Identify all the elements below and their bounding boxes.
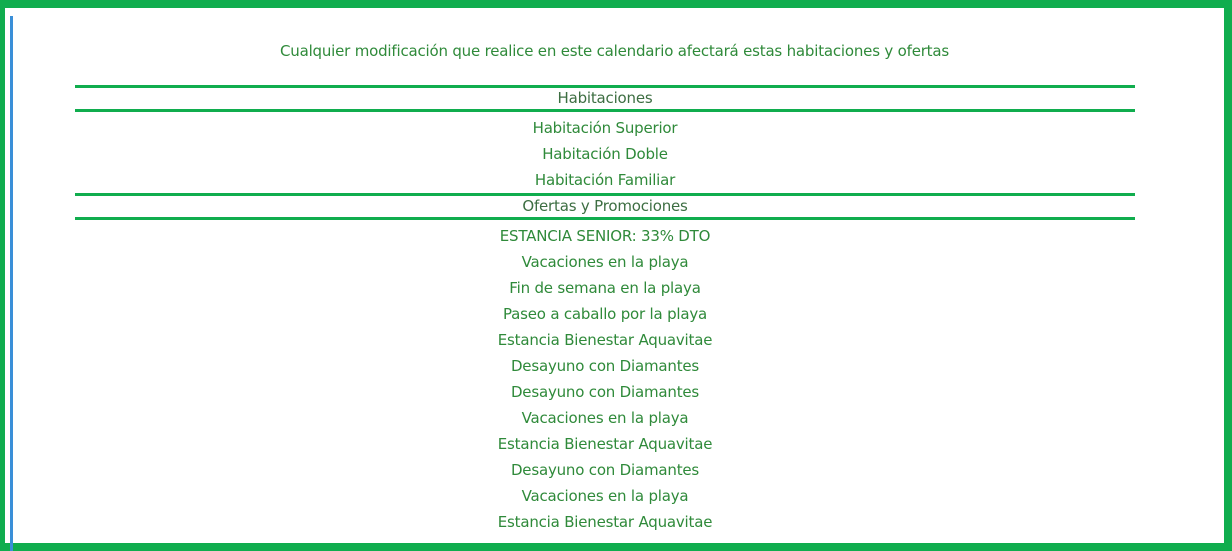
offers-section-header: Ofertas y Promociones	[75, 193, 1135, 220]
offer-item: ESTANCIA SENIOR: 33% DTO	[499, 227, 711, 245]
left-accent-bar	[10, 16, 13, 551]
offer-item: Estancia Bienestar Aquavitae	[497, 331, 713, 349]
room-item: Habitación Familiar	[534, 171, 676, 189]
room-item: Habitación Superior	[532, 119, 678, 137]
offer-item: Paseo a caballo por la playa	[502, 305, 708, 323]
offer-item: Desayuno con Diamantes	[510, 357, 700, 375]
notice-text: Cualquier modificación que realice en este calendario afectará estas habitaciones y ofertas	[280, 42, 949, 60]
rooms-list	[75, 112, 1135, 193]
affected-items-table	[75, 85, 1135, 535]
offers-list	[75, 220, 1135, 535]
offer-item: Desayuno con Diamantes	[510, 461, 700, 479]
offer-item: Fin de semana en la playa	[509, 279, 701, 297]
offer-item: Vacaciones en la playa	[521, 253, 689, 271]
rooms-section-header: Habitaciones	[75, 85, 1135, 112]
room-item: Habitación Doble	[542, 145, 668, 163]
offer-item: Vacaciones en la playa	[521, 487, 689, 505]
offer-item: Estancia Bienestar Aquavitae	[497, 513, 713, 531]
offer-item: Estancia Bienestar Aquavitae	[497, 435, 713, 453]
offer-item: Vacaciones en la playa	[521, 409, 689, 427]
offer-item: Desayuno con Diamantes	[510, 383, 700, 401]
